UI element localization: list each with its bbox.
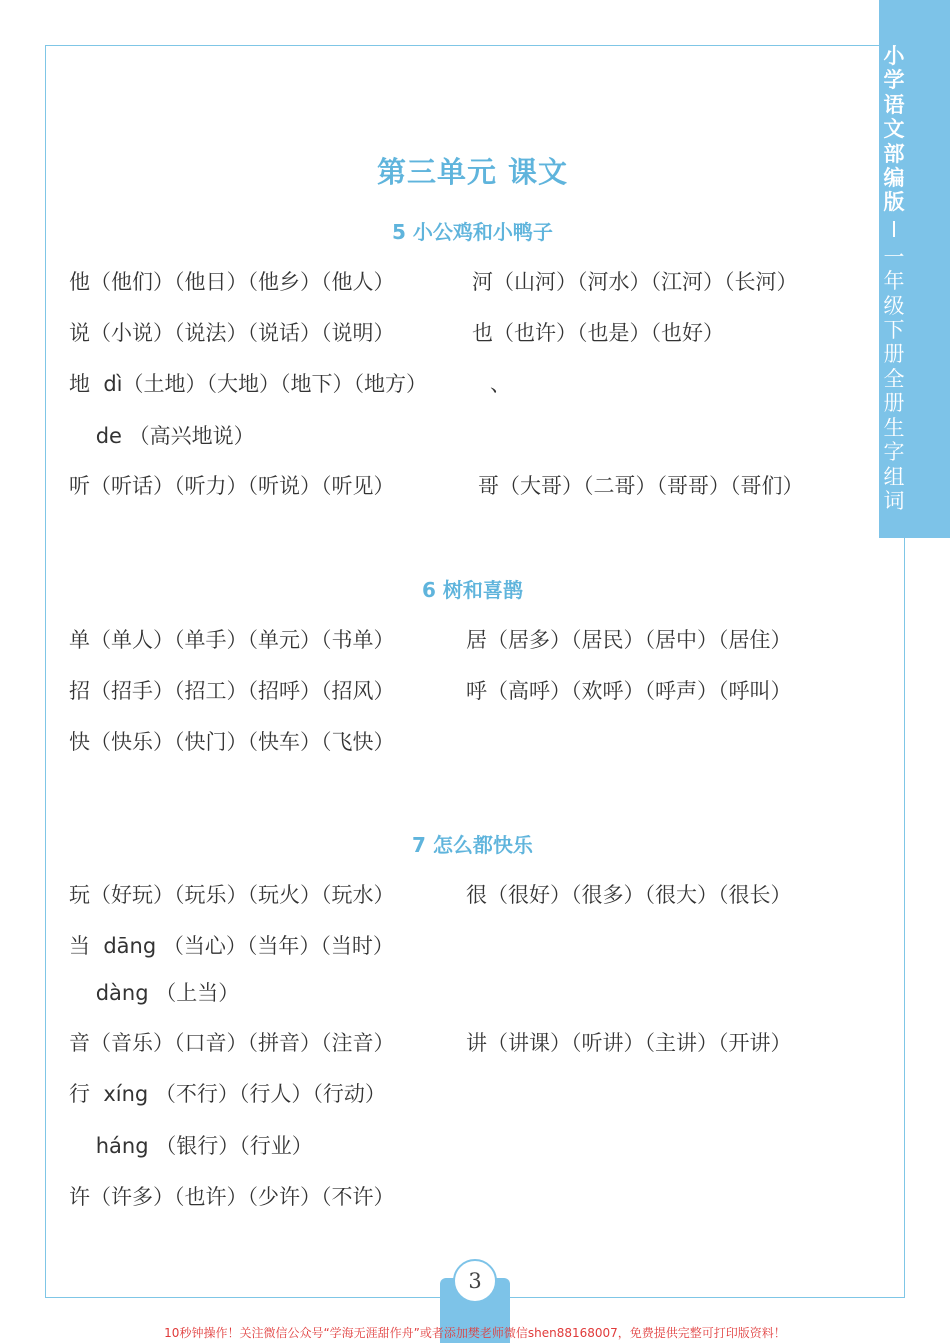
word-group-left: 许（许多）（也许）（少许）（不许） [69,1185,395,1209]
word-group-left: de （高兴地说） [69,424,255,448]
word-group-left: 快（快乐）（快门）（快车）（飞快） [69,730,395,754]
word-row [69,675,395,705]
word-group-left: 音（音乐）（口音）（拼音）（注音） [69,1031,395,1055]
word-row [69,930,394,960]
word-row [69,420,255,450]
side-tab-subtitle: 一年级下册全册生字组词 [883,244,905,513]
word-group-right: 也（也许）（也是）（也好） [472,321,724,345]
word-group-left: 当 dāng （当心）（当年）（当时） [69,934,394,958]
word-group-left: háng （银行）（行业） [69,1134,313,1158]
footer-notice: 10秒钟操作！关注微信公众号“学海无涯甜作舟”或者添加樊老师微信shen88168007，免费提供完整可打印版资料！ [164,1326,786,1340]
word-group-right: 河（山河）（河水）（江河）（长河） [472,270,798,294]
side-tab-text [883,44,905,513]
word-row [69,879,395,909]
word-row [69,1027,395,1057]
word-row [466,624,792,654]
word-row [472,266,798,296]
word-row [466,1027,792,1057]
word-group-left: 行 xíng （不行）（行人）（行动） [69,1082,386,1106]
word-row [69,368,427,398]
word-group-right: 、 [490,372,511,396]
word-row [466,879,792,909]
word-row [472,317,724,347]
word-row [490,368,511,398]
word-row [69,977,239,1007]
lesson-title-7: 7 怎么都快乐 [412,833,533,857]
word-group-left: 他（他们）（他日）（他乡）（他人） [69,270,395,294]
word-row [69,470,395,500]
lesson-title-5: 5 小公鸡和小鸭子 [392,220,553,244]
word-row [466,675,792,705]
word-group-right: 很（很好）（很多）（很大）（很长） [466,883,792,907]
word-group-left: dàng （上当） [69,981,240,1005]
word-group-left: 招（招手）（招工）（招呼）（招风） [69,679,395,703]
word-group-left: 玩（好玩）（玩乐）（玩火）（玩水） [69,883,395,907]
unit-title: 第三单元 课文 [376,155,569,189]
word-group-right: 呼（高呼）（欢呼）（呼声）（呼叫） [466,679,792,703]
word-group-left: 听（听话）（听力）（听说）（听见） [69,474,395,498]
word-row [69,726,395,756]
word-group-right: 居（居多）（居民）（居中）（居住） [466,628,792,652]
word-group-left: 地 dì（土地）（大地）（地下）（地方） [69,372,428,396]
word-group-right: 讲（讲课）（听讲）（主讲）（开讲） [466,1031,792,1055]
word-row [69,317,395,347]
word-row [478,470,804,500]
side-tab-title: 小学语文部编版 [883,44,905,215]
word-group-right: 哥（大哥）（二哥）（哥哥）（哥们） [478,474,804,498]
word-row [69,1130,313,1160]
word-row [69,1078,386,1108]
page-number: 3 [453,1259,497,1303]
word-group-left: 说（小说）（说法）（说话）（说明） [69,321,395,345]
word-group-left: 单（单人）（单手）（单元）（书单） [69,628,395,652]
word-row [69,266,395,296]
lesson-title-6: 6 树和喜鹊 [422,578,523,602]
word-row [69,624,395,654]
word-row [69,1181,395,1211]
